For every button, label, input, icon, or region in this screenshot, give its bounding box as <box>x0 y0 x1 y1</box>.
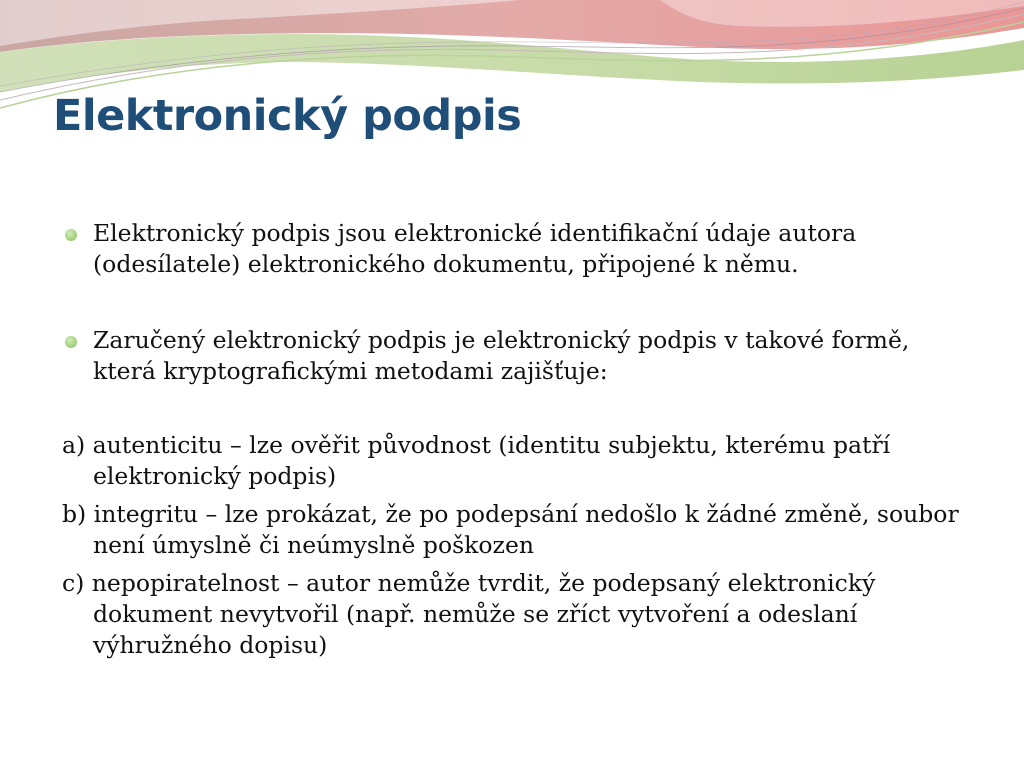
bullet-text: Zaručený elektronický podpis je elektronický podpis v takové formě, která kryptografickými metodami zajišťuje: <box>93 326 910 385</box>
list-item-b: b) integritu – lze prokázat, že po podepsání nedošlo k žádné změně, soubor není úmyslně či neúmyslně poškozen <box>62 500 959 559</box>
list-item-c: c) nepopiratelnost – autor nemůže tvrdit, že podepsaný elektronický dokument nevytvořil (např. nemůže se zříct vytvoření a odeslaní výhružného dopisu) <box>62 569 876 659</box>
slide-title: Elektronický podpis <box>53 91 522 141</box>
bullet-item <box>62 325 962 387</box>
list-item-a: a) autenticitu – lze ověřit původnost (identitu subjektu, kterému patří elektronický podpis) <box>62 431 891 490</box>
bullet-icon <box>65 336 77 348</box>
slide-content <box>62 218 962 661</box>
bullet-item <box>62 218 962 280</box>
bullet-text: Elektronický podpis jsou elektronické identifikační údaje autora (odesílatele) elektronického dokumentu, připojené k němu. <box>93 219 857 278</box>
bullet-icon <box>65 229 77 241</box>
